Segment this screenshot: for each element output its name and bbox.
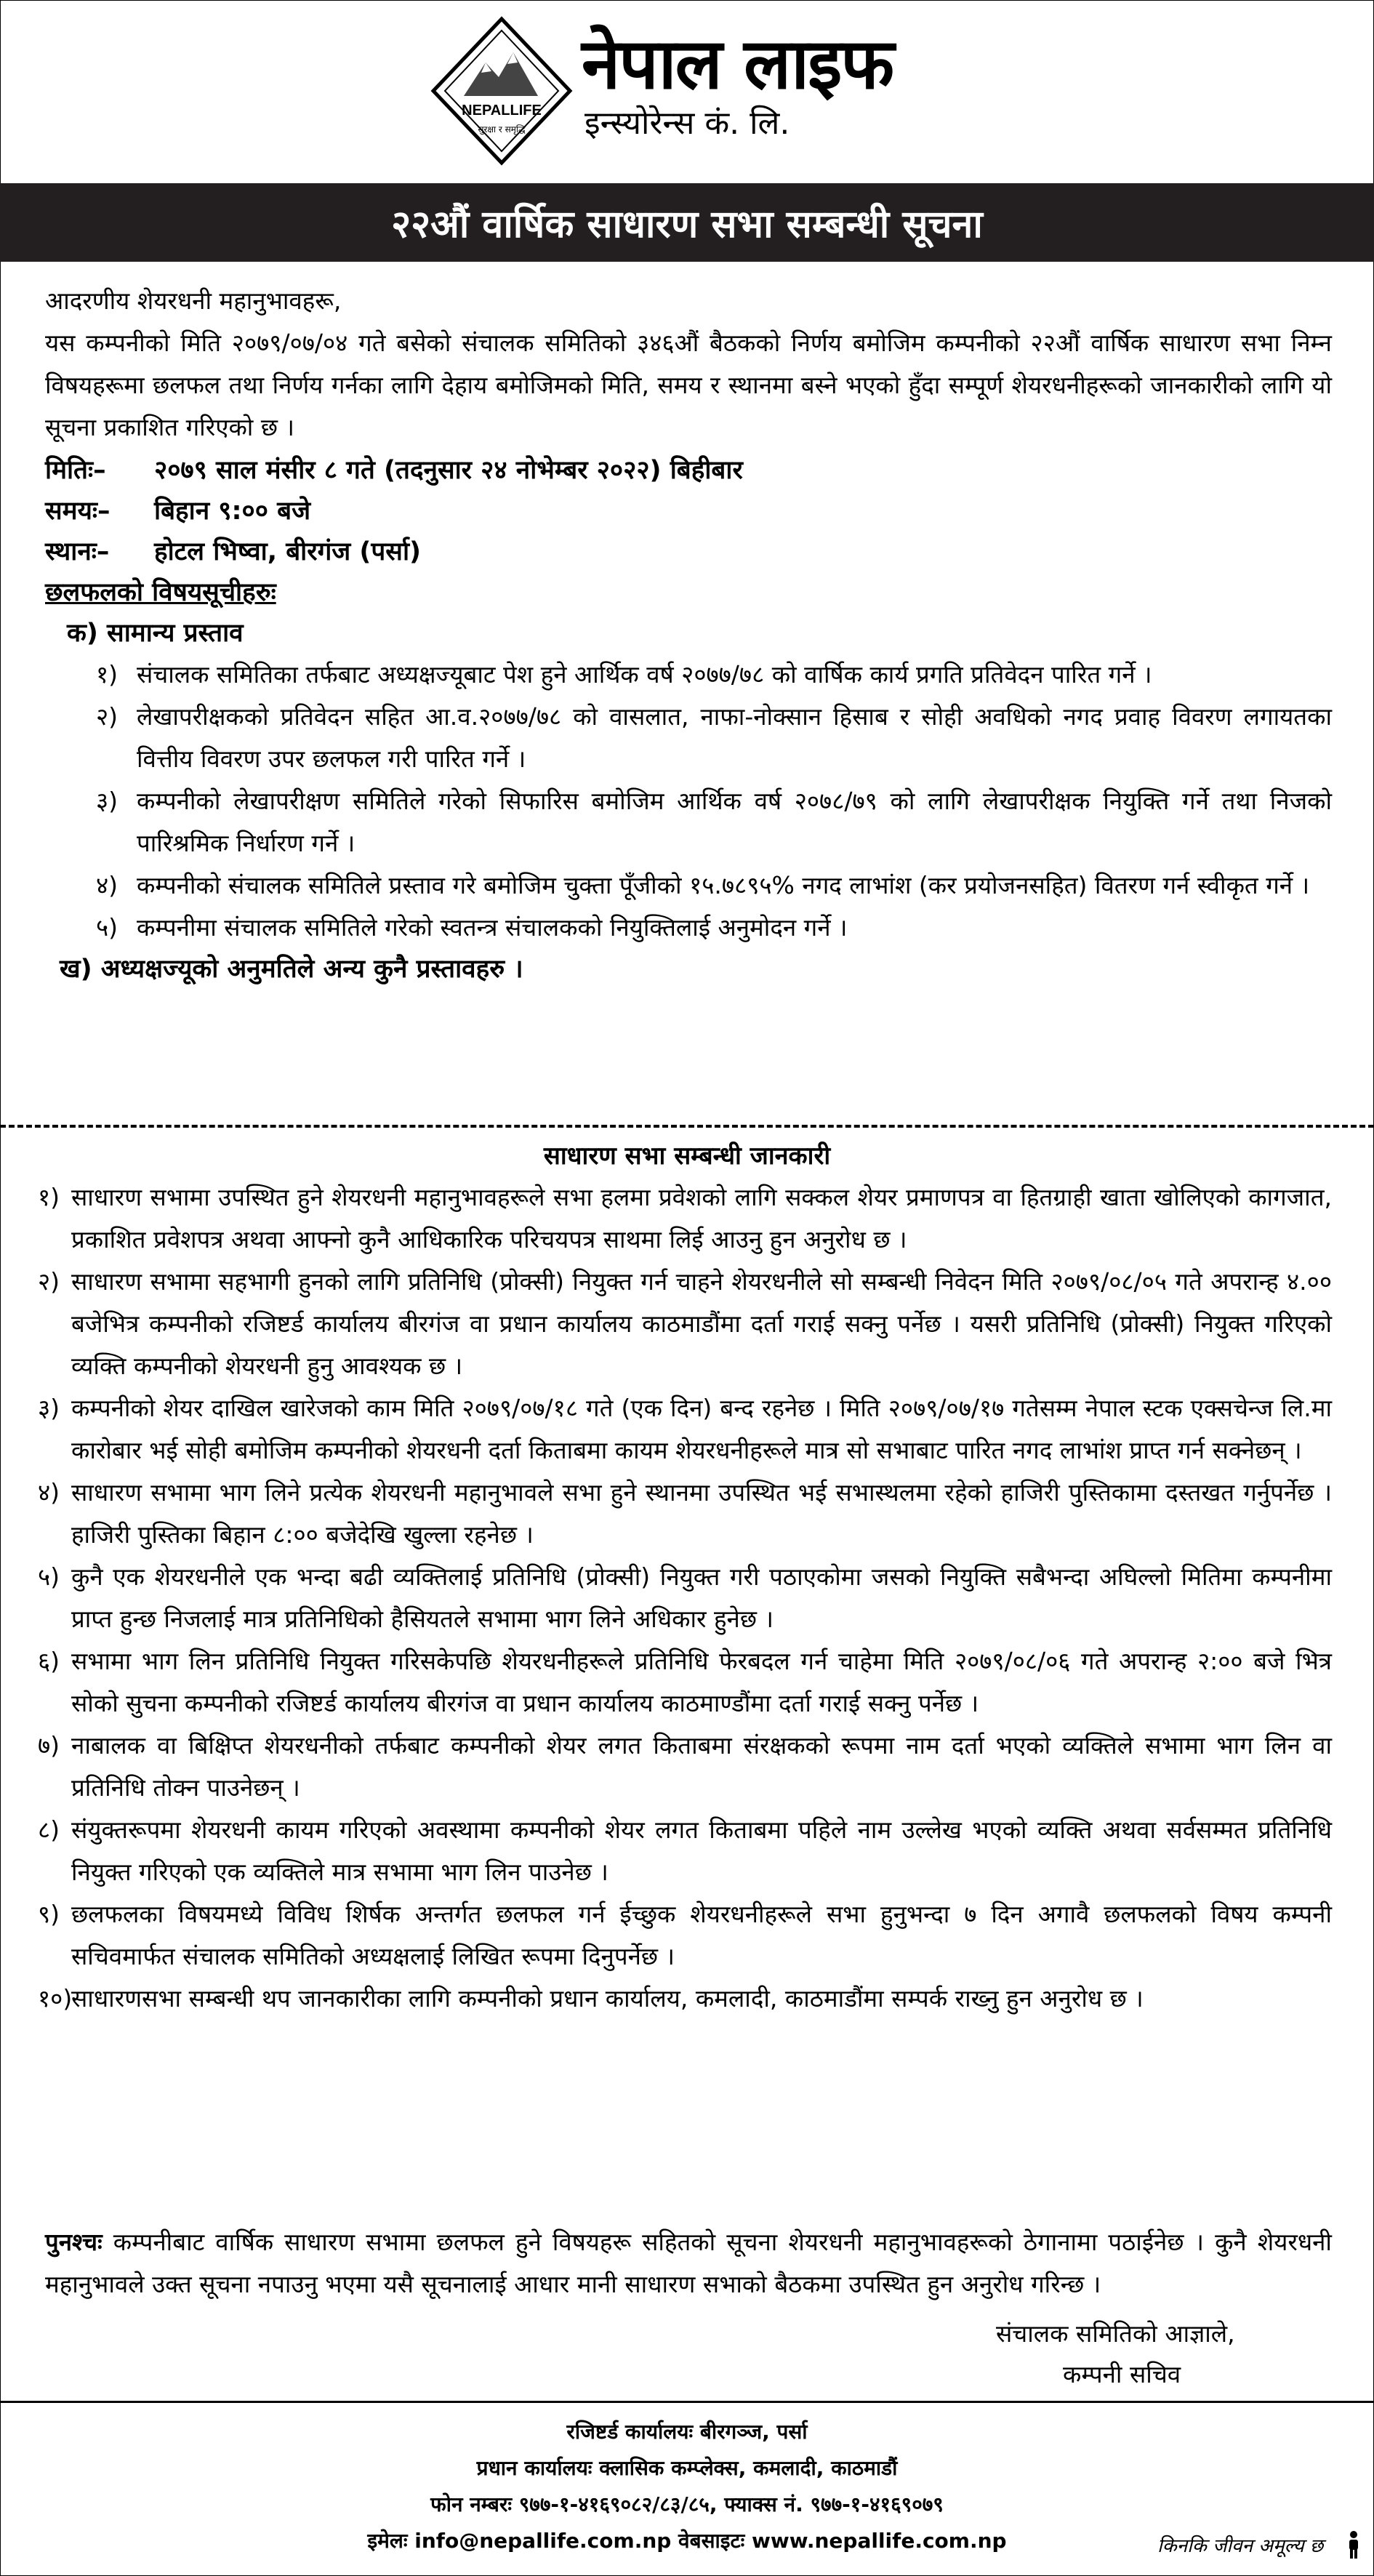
place-value: होटल भिष्वा, बीरगंज (पर्सा) [154,537,422,566]
signature-line-2: कम्पनी सचिव [1063,2360,1181,2388]
agenda-item [96,907,1332,949]
info-item [38,1725,1332,1809]
info-item-text: साधारणसभा सम्बन्धी थप जानकारीका लागि कम्पनीको प्रधान कार्यालय, कमलादी, काठमाडौंमा सम्पर्क राख्नु हुन अनुरोध छ । [71,1984,1144,2013]
meeting-time [45,491,1332,531]
postscript-label: पुनश्चः [45,2228,103,2256]
agenda-section-b: ख) अध्यक्षज्यूको अनुमतिले अन्य कुनै प्रस्तावहरु । [60,955,523,984]
head-office: प्रधान कार्यालयः क्लासिक कम्प्लेक्स, कमलादी, काठमाडौं [476,2456,898,2480]
info-item-text: छलफलका विषयमध्ये विविध शिर्षक अन्तर्गत छलफल गर्न ईच्छुक शेयरधनीहरूले सभा हुनुभन्दा ७ दिन अगावै छलफलको विषय कम्पनी सचिवमार्फत संचालक समितिको अध्यक्षलाई लिखित रूपमा दिनुपर्नेछ । [71,1900,1332,1970]
info-list [38,1176,1332,2020]
agenda-heading: छलफलको विषयसूचीहरुः [45,578,276,607]
info-item-number: ७) [38,1731,60,1760]
meeting-date [45,450,1332,491]
footer-rule [0,2401,1374,2403]
time-label: समयः– [45,497,111,526]
phone-fax: फोन नम्बरः ९७७-१-४१६९०८२/८३/८५, फ्याक्स नं. ९७७-१-४१६९०७९ [430,2492,944,2516]
header [0,0,1374,182]
info-item-number: ८) [38,1815,60,1844]
info-item [38,1809,1332,1893]
agenda-item-text: कम्पनीको लेखापरीक्षण समितिले गरेको सिफारिस बमोजिम आर्थिक वर्ष २०७८/७९ को लागि लेखापरीक्षक नियुक्ति गर्ने तथा निजको पारिश्रमिक निर्धारण गर्ने । [137,787,1332,857]
info-item-text: साधारण सभामा उपस्थित हुने शेयरधनी महानुभावहरूले सभा हलमा प्रवेशको लागि सक्कल शेयर प्रमाणपत्र वा हितग्राही खाता खोलिएको कागजात, प्रकाशित प्रवेशपत्र अथवा आफ्नो कुनै आधिकारिक परिचयपत्र साथमा लिई आउनु हुन अनुरोध छ । [71,1183,1332,1253]
info-item-text: संयुक्तरूपमा शेयरधनी कायम गरिएको अवस्थामा कम्पनीको शेयर लगत किताबमा पहिले नाम उल्लेख भएको व्यक्ति अथवा सर्वसम्मत प्रतिनिधि नियुक्त गरिएको एक व्यक्तिले मात्र सभामा भाग लिन पाउनेछ । [71,1815,1332,1886]
info-item-number: ५) [38,1562,60,1591]
info-item-number: २) [38,1267,60,1296]
info-item-text: सभामा भाग लिन प्रतिनिधि नियुक्त गरिसकेपछि शेयरधनीहरूले प्रतिनिधि फेरबदल गर्न चाहेमा मिति २०७९/०८/०६ गते अपरान्ह २:०० बजे भित्र सोको सुचना कम्पनीको रजिष्टर्ड कार्यालय बीरगंज वा प्रधान कार्यालय काठमाण्डौंमा दर्ता गराई सक्नु पर्नेछ । [71,1647,1332,1717]
place-label: स्थानः– [45,537,110,566]
info-item-number: ३) [38,1394,60,1422]
agenda-item-number: ४) [96,871,118,899]
email-website: इमेलः info@nepallife.com.np वेबसाइटः www.nepallife.com.np [367,2529,1007,2553]
info-item [38,1640,1332,1725]
info-item-text: कम्पनीको शेयर दाखिल खारेजको काम मिति २०७९/०७/१८ गते (एक दिन) बन्द रहनेछ । मिति २०७९/०७/१७ गतेसम्म नेपाल स्टक एक्सचेन्ज लि.मा कारोबार भई सोही बमोजिम कम्पनीको शेयरधनी दर्ता किताबमा कायम शेयरधनीहरूले मात्र सो सभाबाट पारित नगद लाभांश प्राप्त गर्न सक्नेछन् । [71,1394,1332,1464]
info-item-number: ४) [38,1478,60,1506]
date-value: २०७९ साल मंसीर ८ गते (तदनुसार २४ नोभेम्बर २०२२) बिहीबार [154,456,743,485]
info-title: साधारण सभा सम्बन्धी जानकारी [543,1141,831,1171]
person-icon [1345,2530,1362,2559]
info-item-text: साधारण सभामा भाग लिने प्रत्येक शेयरधनी महानुभावले सभा हुने स्थानमा उपस्थित भई सभास्थलमा रहेको हाजिरी पुस्तिकामा दस्तखत गर्नुपर्नेछ । हाजिरी पुस्तिका बिहान ८:०० बजेदेखि खुल्ला रहनेछ । [71,1478,1332,1549]
agenda-item [96,864,1332,907]
agenda-item-text: कम्पनीमा संचालक समितिले गरेको स्वतन्त्र संचालकको नियुक्तिलाई अनुमोदन गर्ने । [137,913,848,942]
info-item [38,1261,1332,1387]
info-item [38,1556,1332,1640]
info-item [38,1978,1332,2020]
footer-tagline: किनकि जीवन अमूल्य छ [1157,2535,1324,2557]
agenda-item [96,654,1332,696]
company-logo [429,15,574,167]
info-item [38,1893,1332,1978]
info-item-number: १०) [38,1984,73,2013]
info-item-text: नाबालक वा बिक्षिप्त शेयरधनीको तर्फबाट कम्पनीको शेयर लगत किताबमा संरक्षकको रूपमा नाम दर्ता भएको व्यक्तिले सभामा भाग लिन वा प्रतिनिधि तोक्न पाउनेछन् । [71,1731,1332,1802]
registered-office: रजिष्टर्ड कार्यालयः बीरगञ्ज, पर्सा [566,2420,808,2444]
info-item [38,1176,1332,1261]
postscript-text: कम्पनीबाट वार्षिक साधारण सभामा छलफल हुने विषयहरू सहितको सूचना शेयरधनी महानुभावहरूको ठेगानामा पठाईनेछ । कुनै शेयरधनी महानुभावले उक्त सूचना नपाउनु भएमा यसै सूचनालाई आधार मानी साधारण सभाको बैठकमा उपस्थित हुन अनुरोध गरिन्छ । [45,2228,1332,2298]
meeting-venue [45,531,1332,572]
logo-tagline: सुरक्षा र समृद्धि [478,124,526,135]
notice-title: २२औं वार्षिक साधारण सभा सम्बन्धी सूचना [0,183,1374,262]
intro-paragraph: यस कम्पनीको मिति २०७९/०७/०४ गते बसेको संचालक समितिको ३४६औं बैठकको निर्णय बमोजिम कम्पनीको २२औं वार्षिक साधारण सभा निम्न विषयहरूमा छलफल तथा निर्णय गर्नका लागि देहाय बमोजिमको मिति, समय र स्थानमा बस्ने भएको हुँदा सम्पूर्ण शेयरधनीहरूको जानकारीको लागि यो सूचना प्रकाशित गरिएको छ । [45,329,1332,441]
info-item-text: कुनै एक शेयरधनीले एक भन्दा बढी व्यक्तिलाई प्रतिनिधि (प्रोक्सी) नियुक्त गरी पठाएकोमा जसको नियुक्ति सबैभन्दा अघिल्लो मितिमा कम्पनीमा प्राप्त हुन्छ निजलाई मात्र प्रतिनिधिको हैसियतले सभामा भाग लिने अधिकार हुनेछ । [71,1562,1332,1633]
info-item [38,1387,1332,1472]
info-item-text: साधारण सभामा सहभागी हुनको लागि प्रतिनिधि (प्रोक्सी) नियुक्त गर्न चाहने शेयरधनीले सो सम्बन्धी निवेदन मिति २०७९/०८/०५ गते अपरान्ह ४.०० बजेभित्र कम्पनीको रजिष्टर्ड कार्यालय बीरगंज वा प्रधान कार्यालय काठमाडौंमा दर्ता गराई सक्नु पर्नेछ । यसरी प्रतिनिधि (प्रोक्सी) नियुक्त गरिएको व्यक्ति कम्पनीको शेयरधनी हुनु आवश्यक छ । [71,1267,1332,1380]
agenda-section-a: क) सामान्य प्रस्ताव [67,619,244,648]
info-item-number: ९) [38,1900,60,1928]
info-item-number: १) [38,1183,60,1211]
info-item-number: ६) [38,1647,60,1675]
time-value: बिहान ९:०० बजे [154,497,311,526]
agenda-item-number: ३) [96,787,118,815]
company-name: नेपाल लाइफ [582,23,893,105]
logo-wordmark: NEPALLIFE [462,103,542,119]
signature-line-1: संचालक समितिको आज्ञाले, [996,2319,1235,2348]
agenda-item-text: कम्पनीको संचालक समितिले प्रस्ताव गरे बमोजिम चुक्ता पूँजीको १५.७८९५% नगद लाभांश (कर प्रयोजनसहित) वितरण गर्न स्वीकृत गर्ने । [137,871,1310,899]
agenda-item-number: ५) [96,913,118,942]
agenda-item [96,780,1332,864]
notice-body [45,280,1332,990]
agenda-item-text: लेखापरीक्षकको प्रतिवेदन सहित आ.व.२०७७/७८ को वासलात, नाफा-नोक्सान हिसाब र सोही अवधिको नगद प्रवाह विवरण लगायतका वित्तीय विवरण उपर छलफल गरी पारित गर्ने । [137,702,1332,773]
salutation: आदरणीय शेयरधनी महानुभावहरू, [45,286,342,315]
postscript [45,2221,1332,2306]
info-item [38,1472,1332,1556]
agenda-item-text: संचालक समितिका तर्फबाट अध्यक्षज्यूबाट पेश हुने आर्थिक वर्ष २०७७/७८ को वार्षिक कार्य प्रगति प्रतिवेदन पारित गर्ने । [137,660,1152,689]
dashed-divider [0,1125,1374,1128]
date-label: मितिः– [45,456,106,485]
agenda-item-number: १) [96,660,118,689]
agenda-item-number: २) [96,702,118,731]
agenda-item [96,696,1332,780]
company-subtitle: इन्स्योरेन्स कं. लि. [584,105,790,142]
